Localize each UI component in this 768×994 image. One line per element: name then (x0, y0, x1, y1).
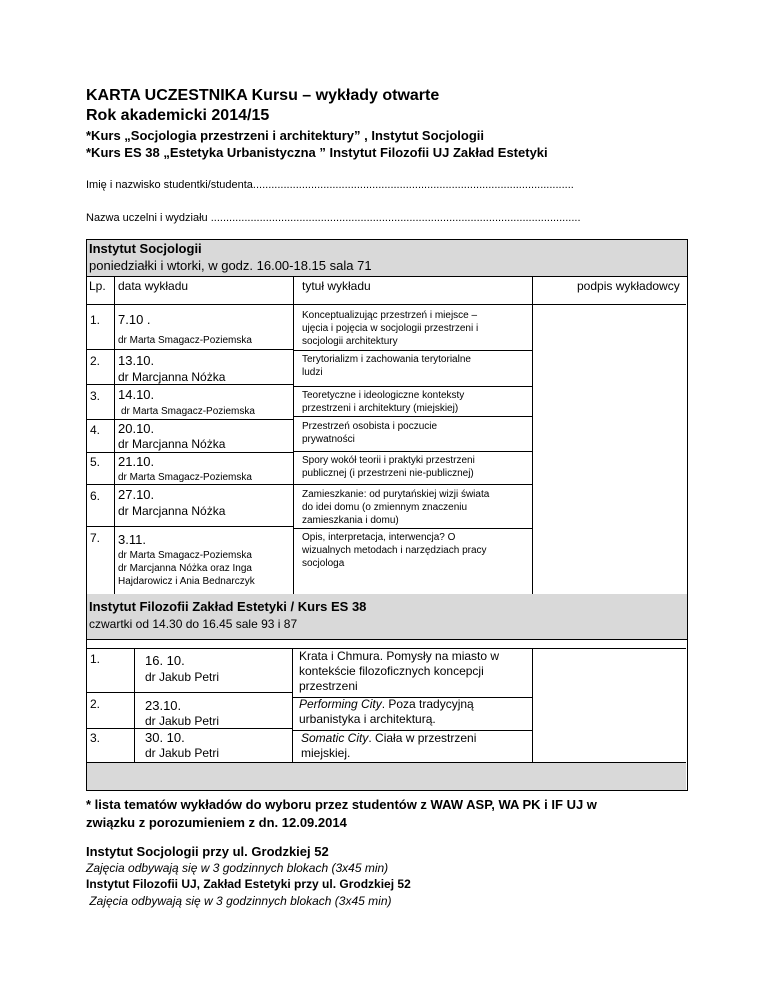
table-row-lp: 3. (90, 731, 101, 745)
table-row-lp: 4. (90, 423, 101, 437)
sociology-section-schedule: poniedziałki i wtorki, w godz. 16.00-18.15 sala 71 (89, 258, 372, 273)
student-name-field[interactable]: Imię i nazwisko studentki/studenta......................................................................................................... (86, 179, 574, 191)
lecture-title: Teoretyczne i ideologiczne konteksty przestrzeni i architektury (miejskiej) (302, 390, 465, 414)
lecture-date: 13.10. (118, 353, 155, 368)
table-row-lp: 1. (90, 313, 101, 327)
location-sociology: Instytut Socjologii przy ul. Grodzkiej 52 (86, 844, 329, 859)
aesthetics-section-schedule: czwartki od 14.30 do 16.45 sale 93 i 87 (89, 617, 298, 631)
table-row-lp: 3. (90, 389, 101, 403)
lecture-title: Performing City. Poza tradycyjną urbanistyka i architekturą. (299, 697, 474, 726)
lecturer-name: dr Marta Smagacz-Poziemska (118, 335, 252, 346)
lecture-title: Krata i Chmura. Pomysły na miasto w kontekście filozoficznych koncepcji przestrzeni (299, 649, 500, 693)
lecture-date: 21.10. (118, 454, 155, 469)
university-field[interactable]: Nazwa uczelni i wydziału ......................................................................................................................... (86, 212, 581, 224)
lecture-date: 27.10. (118, 487, 155, 502)
lecturer-name: dr Marcjanna Nóżka (118, 370, 226, 384)
lecturer-name: dr Jakub Petri (145, 670, 220, 684)
lecture-title: Opis, interpretacja, interwencja? O wizualnych metodach i narzędziach pracy socjologa (302, 532, 487, 569)
table-row-lp: 7. (90, 531, 101, 545)
lecture-title: Somatic City. Ciała w przestrzeni miejskiej. (301, 731, 477, 760)
aesthetics-section-title: Instytut Filozofii Zakład Estetyki / Kurs ES 38 (89, 599, 367, 614)
lecturer-name: dr Marta Smagacz-Poziemska dr Marcjanna Nóżka oraz Inga Hajdarowicz i Ania Bednarczyk (118, 550, 255, 587)
card-title: KARTA UCZESTNIKA Kursu – wykłady otwarte (86, 87, 440, 104)
sociology-section-title: Instytut Socjologii (89, 241, 202, 256)
table-row-lp: 5. (90, 455, 101, 469)
aesthetics-table-footer (87, 762, 686, 790)
lecture-title: Terytorializm i zachowania terytorialne ludzi (302, 354, 471, 378)
lecture-date: 20.10. (118, 421, 155, 436)
lecturer-name: dr Marcjanna Nóżka (118, 504, 226, 518)
lecture-date: 14.10. (118, 387, 155, 402)
lecturer-name: dr Jakub Petri (145, 714, 220, 728)
lecture-date: 30. 10. (145, 730, 185, 745)
lecture-date: 16. 10. (145, 653, 185, 668)
lecture-date: 23.10. (145, 698, 182, 713)
course-sociology: *Kurs „Socjologia przestrzeni i architektury” , Instytut Socjologii (86, 128, 485, 143)
col-lp-header: Lp. (89, 279, 106, 293)
lecturer-name: dr Jakub Petri (145, 746, 220, 760)
location-philosophy-note: Zajęcia odbywają się w 3 godzinnych blokach (3x45 min) (86, 894, 392, 908)
table-row-lp: 6. (90, 489, 101, 503)
lecturer-name: dr Marta Smagacz-Poziemska (118, 472, 252, 483)
lecturer-name: dr Marta Smagacz-Poziemska (121, 406, 255, 417)
col-date-header: data wykładu (118, 279, 189, 293)
lecture-title: Konceptualizując przestrzeń i miejsce – ujęcia i pojęcia w socjologii przestrzeni i socjologii architektury (302, 310, 479, 347)
table-row-lp: 1. (90, 652, 101, 666)
col-sign-header: podpis wykładowcy (577, 279, 680, 293)
lecture-title: Zamieszkanie: od purytańskiej wizji świata do idei domu (o zmiennym znaczeniu zamieszkania i domu) (302, 489, 490, 526)
table-row-lp: 2. (90, 697, 101, 711)
lecture-title: Przestrzeń osobista i poczucie prywatności (302, 421, 438, 445)
footnote-line2: związku z porozumieniem z dn. 12.09.2014 (86, 815, 347, 830)
lecture-title: Spory wokół teorii i praktyki przestrzeni publicznej (i przestrzeni nie-publicznej) (302, 455, 475, 479)
course-aesthetics: *Kurs ES 38 „Estetyka Urbanistyczna ” Instytut Filozofii UJ Zakład Estetyki (86, 145, 548, 160)
location-sociology-note: Zajęcia odbywają się w 3 godzinnych blokach (3x45 min) (86, 861, 389, 875)
footnote-line1: * lista tematów wykładów do wyboru przez studentów z WAW ASP, WA PK i IF UJ w (86, 797, 597, 812)
table-row-lp: 2. (90, 354, 101, 368)
col-title-header: tytuł wykładu (302, 279, 371, 293)
lecture-date: 3.11. (118, 532, 146, 547)
lecturer-name: dr Marcjanna Nóżka (118, 437, 226, 451)
location-philosophy: Instytut Filozofii UJ, Zakład Estetyki przy ul. Grodzkiej 52 (86, 877, 411, 891)
lecture-date: 7.10 . (118, 312, 151, 327)
academic-year: Rok akademicki 2014/15 (86, 107, 270, 124)
